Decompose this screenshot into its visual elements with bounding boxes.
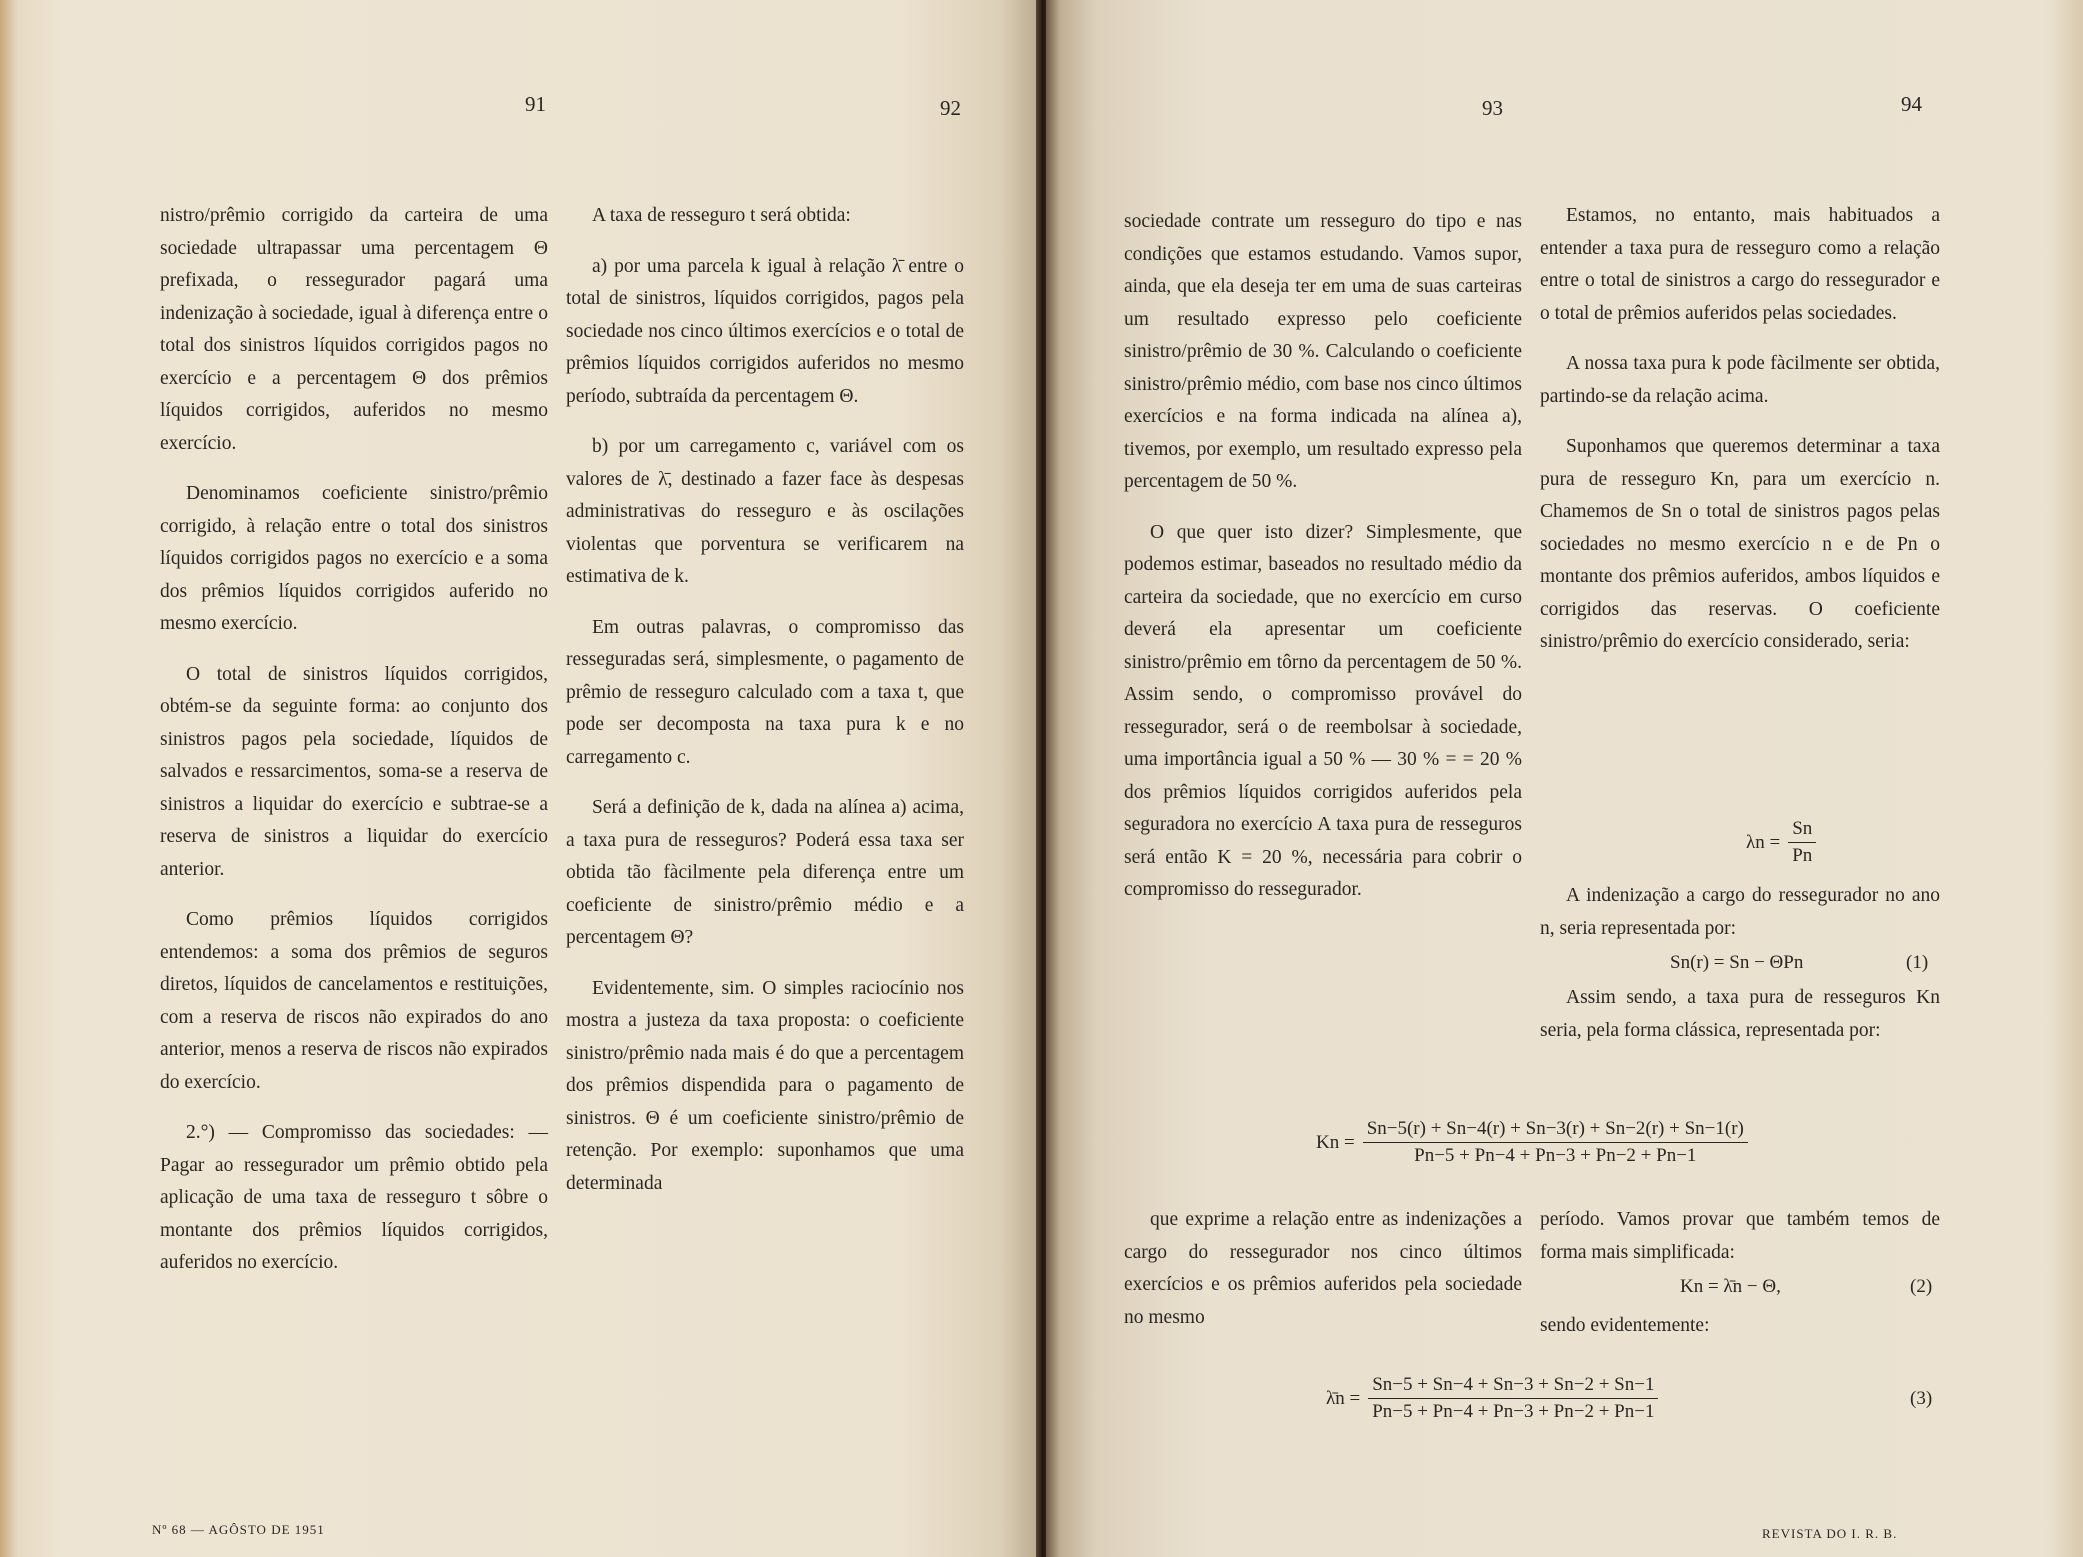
- column-page-94-lower: [1540, 982, 1940, 1047]
- page-number-94: 94: [1901, 92, 1922, 116]
- footer-journal: REVISTA DO I. R. B.: [1762, 1526, 1898, 1541]
- equation-2: [1680, 1276, 1781, 1298]
- numerator: Sn−5(r) + Sn−4(r) + Sn−3(r) + Sn−2(r) + Sn−1(r): [1363, 1118, 1748, 1143]
- page-number-91: 91: [525, 92, 546, 116]
- paragraph: A nossa taxa pura k pode fàcilmente ser obtida, partindo-se da relação acima.: [1540, 353, 1940, 407]
- equation-lhs: Kn =: [1316, 1131, 1355, 1153]
- paragraph: O que quer isto dizer? Simplesmente, que podemos estimar, baseados no resultado médio da carteira da sociedade, que no exercício em curso deverá ela apresentar um coeficiente sinistro/prêmio em tôrno da percentagem de 50 %. Assim sendo, o compromisso provável do ressegurador, será o de reembolsar à sociedade, uma importância igual a 50 % — 30 % = = 20 % dos prêmios líquidos corrigidos auferidos pela seguradora no exercício A taxa pura de resseguros será então K = 20 %, necessária para cobrir o compromisso do ressegurador.: [1124, 521, 1522, 900]
- paragraph: 2.°) — Compromisso das sociedades: — Pagar ao ressegurador um prêmio obtido pela aplicação de uma taxa de resseguro t sôbre o montante dos prêmios líquidos corrigidos, auferidos no exercício.: [160, 1122, 548, 1273]
- paragraph: que exprime a relação entre as indenizações a cargo do ressegurador nos cinco últimos exercícios e os prêmios auferidos pela sociedade no mesmo: [1124, 1209, 1522, 1328]
- column-page-91: [160, 200, 548, 1280]
- paragraph: b) por um carregamento c, variável com os valores de λ̄, destinado a fazer face às despesas administrativas do resseguro e às oscilações violentas que porventura se verificarem na estimativa de k.: [566, 436, 964, 587]
- denominator: Pn: [1792, 845, 1813, 866]
- paragraph: nistro/prêmio corrigido da carteira de uma sociedade ultrapassar uma percentagem Θ prefixada, o ressegurador pagará uma indenização à sociedade, igual à diferença entre o total dos sinistros líquidos corrigidos pagos no exercício e a percentagem Θ dos prêmios líquidos corrigidos, auferidos no mesmo exercício.: [160, 205, 548, 454]
- paragraph: Em outras palavras, o compromisso das resseguradas será, simplesmente, o pagamento de prêmio de resseguro calculado com a taxa t, que pode ser decomposta na taxa pura k e no carregamento c.: [566, 616, 964, 768]
- paragraph: Será a definição de k, dada na alínea a) acima, a taxa pura de resseguros? Poderá essa taxa ser obtida tão fàcilmente pela diferença entre um coeficiente de sinistro/prêmio médio e a percentagem Θ?: [566, 797, 964, 948]
- equation-3: [1326, 1374, 1658, 1423]
- paragraph: Como prêmios líquidos corrigidos entendemos: a soma dos prêmios de seguros diretos, líquidos de cancelamentos e restituições, com a reserva de riscos não expirados do ano anterior, menos a reserva de riscos não expirados do exercício.: [160, 909, 548, 1093]
- paragraph: A indenização a cargo do ressegurador no ano n, seria representada por:: [1540, 885, 1940, 939]
- bottom-right-text-2: [1540, 1310, 1940, 1343]
- equation-text: Sn(r) = Sn − ΘPn: [1670, 952, 1804, 973]
- fraction: [1363, 1118, 1748, 1167]
- numerator: Sn−5 + Sn−4 + Sn−3 + Sn−2 + Sn−1: [1368, 1374, 1658, 1399]
- column-page-93: [1124, 206, 1522, 907]
- column-page-94-mid: [1540, 880, 1940, 945]
- fraction: [1788, 818, 1816, 867]
- equation-lhs: λn =: [1746, 831, 1781, 853]
- equation-lambda-n: [1746, 818, 1816, 867]
- paragraph: O total de sinistros líquidos corrigidos, obtém-se da seguinte forma: ao conjunto dos sinistros pagos pela sociedade, líquidos de salvados e ressarcimentos, soma-se a reserva de sinistros a liquidar do exercício e subtrae-se a reserva de sinistros a liquidar do exercício anterior.: [160, 663, 548, 880]
- equation-1-label: (1): [1906, 952, 1929, 973]
- paragraph: Estamos, no entanto, mais habituados a entender a taxa pura de resseguro como a relação entre o total de sinistros a cargo do ressegurador e o total de prêmios auferidos pelas sociedades.: [1540, 205, 1940, 324]
- right-page: [1046, 0, 2083, 1557]
- denominator: Pn−5 + Pn−4 + Pn−3 + Pn−2 + Pn−1: [1372, 1401, 1655, 1422]
- equation-1: [1670, 952, 1803, 974]
- page-number-92: 92: [940, 96, 961, 120]
- paragraph: Suponhamos que queremos determinar a taxa pura de resseguro Kn, para um exercício n. Chamemos de Sn o total de sinistros pagos pelas sociedades no mesmo exercício n e de Pn o montante dos prêmios auferidos, ambos líquidos e corrigidos das reservas. O coeficiente sinistro/prêmio do exercício considerado, seria:: [1540, 436, 1940, 652]
- paragraph: Evidentemente, sim. O simples raciocínio nos mostra a justeza da taxa proposta: o coeficiente sinistro/prêmio nada mais é do que a percentagem dos prêmios dispendida para o pagamento de sinistros. Θ é um coeficiente sinistro/prêmio de retenção. Por exemplo: suponhamos que uma determinada: [566, 977, 964, 1194]
- numerator: Sn: [1788, 818, 1816, 843]
- paragraph: sociedade contrate um resseguro do tipo e nas condições que estamos estudando. Vamos supor, ainda, que ela deseja ter em uma de suas carteiras um resultado expresso pelo coeficiente sinistro/prêmio de 30 %. Calculando o coeficiente sinistro/prêmio médio, com base nos cinco últimos exercícios e na forma indicada na alínea a), tivemos, por exemplo, um resultado expresso pela percentagem de 50 %.: [1124, 211, 1522, 492]
- equation-text: Kn = λ̄n − Θ,: [1680, 1276, 1781, 1297]
- column-page-92: [566, 200, 964, 1200]
- paragraph: período. Vamos provar que também temos de forma mais simplificada:: [1540, 1209, 1940, 1263]
- equation-K-n: [1316, 1118, 1748, 1167]
- equation-lhs: λ̄n =: [1326, 1387, 1361, 1409]
- bottom-left-text: [1124, 1204, 1522, 1334]
- fraction: [1368, 1374, 1658, 1423]
- paragraph: Denominamos coeficiente sinistro/prêmio corrigido, à relação entre o total dos sinistros líquidos corrigidos pagos no exercício e a soma dos prêmios líquidos corrigidos auferido no mesmo exercício.: [160, 483, 548, 634]
- footer-issue: Nº 68 — AGÔSTO DE 1951: [152, 1522, 325, 1537]
- paragraph: A taxa de resseguro t será obtida:: [592, 205, 851, 226]
- paragraph: a) por uma parcela k igual à relação λ̄ entre o total de sinistros, líquidos corrigidos, pagos pela sociedade nos cinco últimos exercícios e o total de prêmios líquidos corrigidos auferidos no mesmo período, subtraída da percentagem Θ.: [566, 255, 964, 407]
- paragraph: Assim sendo, a taxa pura de resseguros Kn seria, pela forma clássica, representada por:: [1540, 987, 1940, 1041]
- equation-3-label: (3): [1910, 1388, 1933, 1409]
- paragraph: sendo evidentemente:: [1540, 1315, 1710, 1336]
- left-page: [0, 0, 1040, 1557]
- equation-2-label: (2): [1910, 1276, 1933, 1297]
- column-page-94-top: [1540, 200, 1940, 659]
- denominator: Pn−5 + Pn−4 + Pn−3 + Pn−2 + Pn−1: [1414, 1145, 1697, 1166]
- bottom-right-text: [1540, 1204, 1940, 1269]
- page-number-93: 93: [1482, 96, 1503, 120]
